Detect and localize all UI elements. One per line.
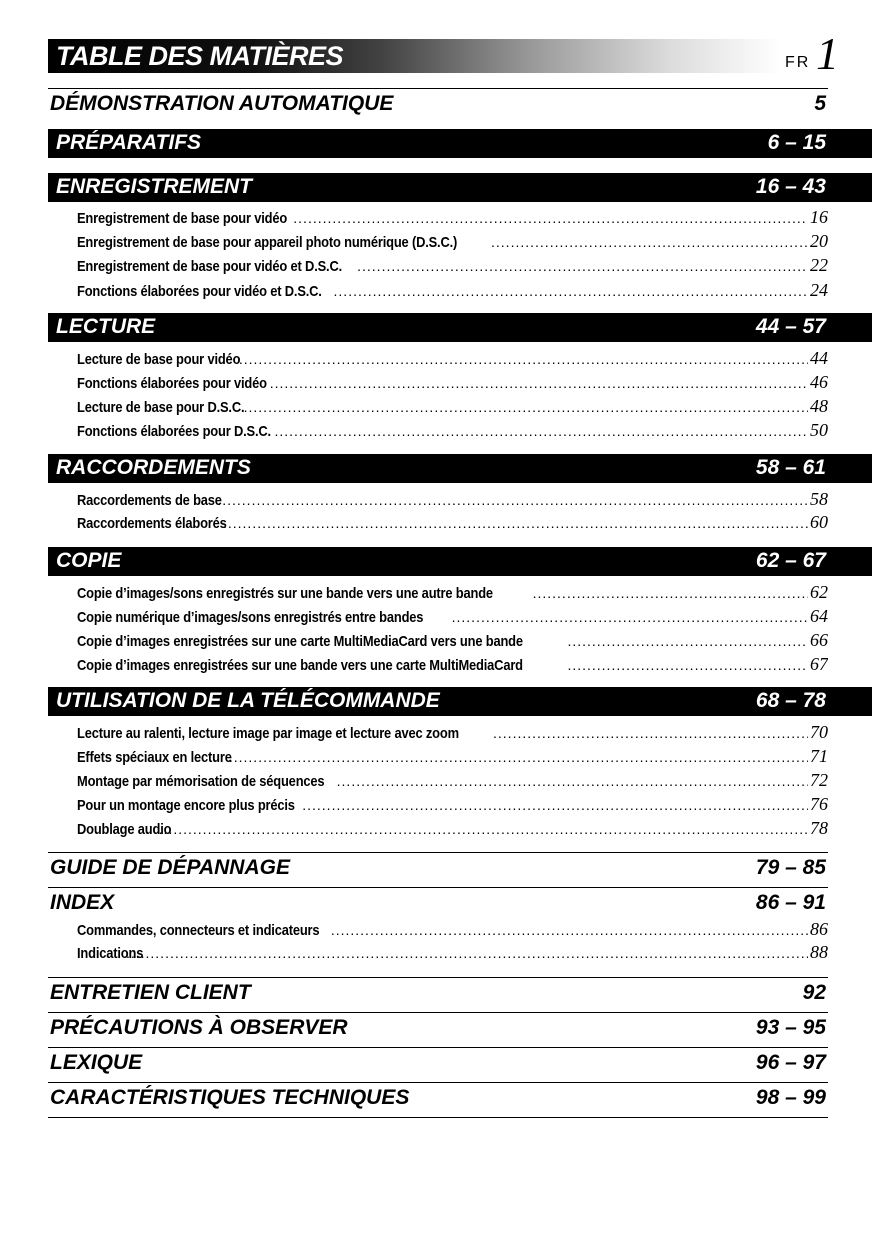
section-pages: 96 – 97 [755, 1051, 826, 1074]
dot-leader [357, 258, 808, 274]
dot-leader [274, 423, 808, 439]
entry-page: 62 [810, 582, 828, 602]
dot-leader [533, 585, 808, 601]
entry-text: Enregistrement de base pour vidéo et D.S.C. [77, 258, 343, 275]
toc-section-entretien[interactable] [48, 977, 828, 1011]
toc-section-caracteristiques[interactable] [48, 1082, 828, 1116]
dot-leader [270, 375, 808, 391]
dot-leader [244, 399, 808, 415]
toc-entry[interactable] [77, 582, 828, 604]
section-title: COPIE [56, 549, 122, 572]
entry-text: Lecture de base pour D.S.C. [77, 399, 245, 416]
toc-section-depannage[interactable] [48, 852, 828, 886]
entry-text: Raccordements de base [77, 492, 222, 509]
entry-page: 88 [810, 942, 828, 962]
entry-page: 78 [810, 818, 828, 838]
entry-page: 46 [810, 372, 828, 392]
entry-page: 60 [810, 512, 828, 532]
toc-entry[interactable] [77, 654, 828, 676]
section-title: ENREGISTREMENT [56, 175, 253, 198]
section-title: DÉMONSTRATION AUTOMATIQUE [50, 92, 394, 115]
entry-text: Fonctions élaborées pour D.S.C. [77, 423, 271, 440]
entry-page: 24 [810, 280, 828, 300]
dot-leader [223, 515, 808, 531]
toc-entry[interactable] [77, 746, 828, 768]
entry-text: Enregistrement de base pour vidéo [77, 210, 288, 227]
toc-entry[interactable] [77, 606, 828, 628]
toc-entry[interactable] [77, 348, 828, 370]
entry-text: Indications [77, 945, 144, 962]
dot-leader [493, 725, 808, 741]
toc-entry[interactable] [77, 512, 828, 534]
entry-page: 64 [810, 606, 828, 626]
section-pages: 6 – 15 [767, 131, 826, 154]
entry-page: 72 [810, 770, 828, 790]
toc-section-copie[interactable] [48, 547, 872, 576]
section-title: PRÉCAUTIONS À OBSERVER [50, 1016, 348, 1039]
entry-text: Fonctions élaborées pour vidéo [77, 375, 267, 392]
dot-leader [337, 773, 808, 789]
entry-page: 22 [810, 255, 828, 275]
entry-text: Copie d’images enregistrées sur une bande vers une carte MultiMediaCard [77, 657, 523, 674]
section-pages: 92 [802, 981, 826, 1004]
entry-text: Lecture au ralenti, lecture image par image et lecture avec zoom [77, 725, 459, 742]
toc-entry[interactable] [77, 942, 828, 964]
section-title: GUIDE DE DÉPANNAGE [50, 856, 290, 879]
toc-entry[interactable] [77, 207, 828, 229]
toc-entry[interactable] [77, 630, 828, 652]
toc-section-index[interactable] [48, 887, 828, 921]
toc-entry[interactable] [77, 231, 828, 253]
section-pages: 98 – 99 [755, 1086, 826, 1109]
entry-page: 76 [810, 794, 828, 814]
language-code: FR [785, 54, 811, 71]
entry-page: 50 [810, 420, 828, 440]
section-pages: 44 – 57 [755, 315, 826, 338]
entry-page: 48 [810, 396, 828, 416]
dot-leader [452, 609, 808, 625]
toc-entry[interactable] [77, 396, 828, 418]
toc-entry[interactable] [77, 280, 828, 302]
toc-section-precautions[interactable] [48, 1012, 828, 1046]
dot-leader [491, 234, 808, 250]
entry-text: Fonctions élaborées pour vidéo et D.S.C. [77, 283, 322, 300]
toc-section-raccordements[interactable] [48, 454, 872, 483]
dot-leader [229, 749, 808, 765]
section-pages: 93 – 95 [755, 1016, 826, 1039]
section-pages: 86 – 91 [755, 891, 826, 914]
toc-entry[interactable] [77, 722, 828, 744]
toc-section-enregistrement[interactable] [48, 173, 872, 202]
dot-leader [159, 821, 808, 837]
dot-leader [302, 797, 808, 813]
entry-page: 16 [810, 207, 828, 227]
dot-leader [567, 633, 808, 649]
toc-entry[interactable] [77, 372, 828, 394]
entry-page: 67 [810, 654, 828, 674]
toc-section-lexique[interactable] [48, 1047, 828, 1081]
section-pages: 62 – 67 [755, 549, 826, 572]
section-title: UTILISATION DE LA TÉLÉCOMMANDE [56, 689, 440, 712]
entry-text: Effets spéciaux en lecture [77, 749, 232, 766]
page-number: 1 [816, 28, 839, 79]
entry-text: Lecture de base pour vidéo [77, 351, 241, 368]
entry-text: Enregistrement de base pour appareil photo numérique (D.S.C.) [77, 234, 458, 251]
toc-section-preparatifs[interactable] [48, 129, 872, 158]
entry-text: Pour un montage encore plus précis [77, 797, 295, 814]
entry-page: 20 [810, 231, 828, 251]
section-pages: 5 [814, 92, 826, 115]
toc-entry[interactable] [77, 489, 828, 511]
section-title: LECTURE [56, 315, 156, 338]
entry-page: 44 [810, 348, 828, 368]
toc-entry[interactable] [77, 818, 828, 840]
entry-page: 86 [810, 919, 828, 939]
dot-leader [331, 922, 808, 938]
section-pages: 68 – 78 [755, 689, 826, 712]
dot-leader [567, 657, 808, 673]
dot-leader [239, 351, 808, 367]
section-pages: 16 – 43 [755, 175, 826, 198]
toc-entry[interactable] [77, 919, 828, 941]
bottom-divider [48, 1117, 828, 1118]
section-title: LEXIQUE [50, 1051, 143, 1074]
toc-entry[interactable] [77, 770, 828, 792]
entry-page: 71 [810, 746, 828, 766]
section-title: RACCORDEMENTS [56, 456, 251, 479]
page-title: TABLE DES MATIÈRES [56, 41, 344, 71]
toc-section-telecommande[interactable] [48, 687, 872, 716]
entry-page: 70 [810, 722, 828, 742]
section-title: ENTRETIEN CLIENT [50, 981, 251, 1004]
dot-leader [293, 210, 808, 226]
toc-section-demonstration[interactable] [48, 88, 828, 122]
section-pages: 79 – 85 [755, 856, 826, 879]
entry-text: Commandes, connecteurs et indicateurs [77, 922, 320, 939]
page-header [48, 28, 839, 79]
entry-text: Copie d’images enregistrées sur une carte MultiMediaCard vers une bande [77, 633, 523, 650]
entry-page: 58 [810, 489, 828, 509]
section-title: PRÉPARATIFS [56, 131, 202, 154]
dot-leader [334, 283, 808, 299]
dot-leader [126, 945, 808, 961]
section-pages: 58 – 61 [755, 456, 826, 479]
toc-entry[interactable] [77, 794, 828, 816]
section-title: INDEX [50, 891, 115, 914]
dot-leader [217, 492, 808, 508]
entry-text: Doublage audio [77, 821, 172, 838]
section-title: CARACTÉRISTIQUES TECHNIQUES [50, 1086, 410, 1109]
toc-section-lecture[interactable] [48, 313, 872, 342]
toc-entry[interactable] [77, 420, 828, 442]
entry-text: Copie d’images/sons enregistrés sur une bande vers une autre bande [77, 585, 493, 602]
entry-text: Copie numérique d’images/sons enregistrés entre bandes [77, 609, 424, 626]
entry-text: Raccordements élaborés [77, 515, 227, 532]
toc-entry[interactable] [77, 255, 828, 277]
entry-text: Montage par mémorisation de séquences [77, 773, 325, 790]
entry-page: 66 [810, 630, 828, 650]
